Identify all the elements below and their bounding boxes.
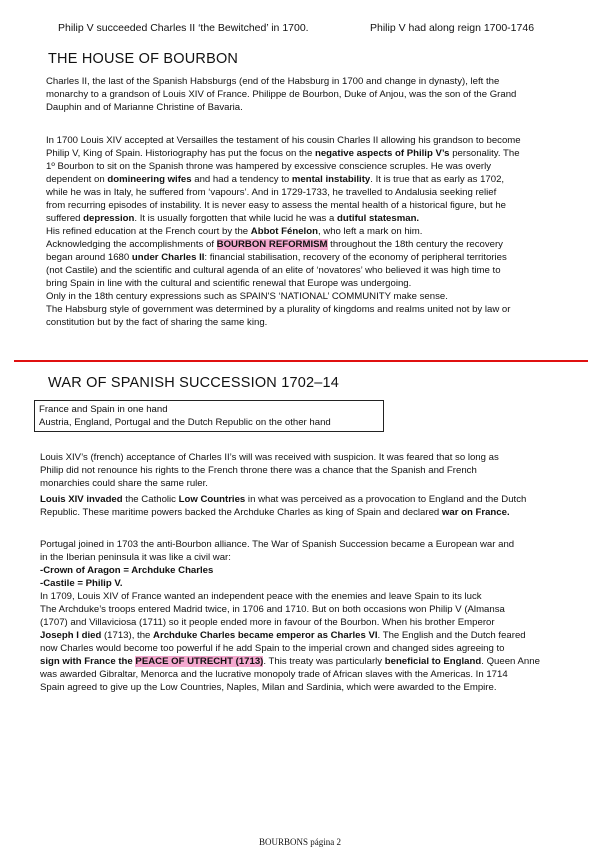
- text-line: Portugal joined in 1703 the anti-Bourbon alliance. The War of Spanish Succession became a European war and: [40, 539, 515, 550]
- paragraph-philip-v: [46, 134, 521, 225]
- text-line: Acknowledging the accomplishments of BOURBON REFORMISM throughout the 18th century the recovery: [46, 239, 503, 250]
- text-line: Joseph I died (1713), the Archduke Charles became emperor as Charles VI. The English and the Dutch feared: [40, 630, 526, 641]
- text-line: bring Spain in line with the cultural and scientific renewal that Europe was undergoing.: [46, 278, 412, 289]
- text-line: in the Iberian peninsula it was like a civil war:: [40, 552, 231, 563]
- text-line: -Castile = Philip V.: [40, 578, 123, 589]
- text-line: Louis XIV invaded the Catholic Low Countries in what was perceived as a provocation to England and the Dutch: [40, 494, 527, 505]
- highlight-bourbon-reformism: BOURBON REFORMISM: [216, 239, 328, 250]
- text-line: Dauphin and of Marianne Christine of Bavaria.: [46, 102, 243, 113]
- text-line: constitution but by the fact of sharing the same king.: [46, 317, 268, 328]
- section-title-house-of-bourbon: THE HOUSE OF BOURBON: [48, 51, 239, 67]
- paragraph-charles-ii: [46, 75, 516, 114]
- text-line: monarchies could share the same ruler.: [40, 478, 208, 489]
- text-line: Philip V, King of Spain. Historiography has put the focus on the negative aspects of Philip V’s personality. The: [46, 148, 520, 159]
- top-note-right: Philip V had along reign 1700-1746: [370, 22, 535, 34]
- text-line: In 1709, Louis XIV of France wanted an independent peace with the enemies and leave Spain to its luck: [40, 591, 482, 602]
- text-line: Austria, England, Portugal and the Dutch Republic on the other hand: [39, 417, 331, 428]
- text-line: sign with France the PEACE OF UTRECHT (1713). This treaty was particularly beneficial to England. Queen Anne: [40, 656, 540, 667]
- text-line: Philip did not renounce his rights to the French throne there was a chance that the Spanish and French: [40, 465, 477, 476]
- page-footer: BOURBONS página 2: [258, 837, 341, 847]
- text-line: Charles II, the last of the Spanish Habsburgs (end of the Habsburg in 1700 and change in dynasty), left the: [46, 76, 500, 87]
- text-line: while he was in Italy, he suffered from ‘vapours’. And in 1729-1733, he travelled to Andalusia seeking relief: [46, 187, 497, 198]
- text-line: was awarded Gibraltar, Menorca and the lucrative monopoly trade of African slaves with the Americas. In 1714: [40, 669, 508, 680]
- text-line: (not Castile) and the scientific and cultural agenda of an elite of ‘novatores’ who believed it was high time to: [46, 265, 501, 276]
- paragraph-european-war: [40, 538, 540, 694]
- paragraph-bourbon-reformism: [46, 225, 510, 329]
- paragraph-acceptance: [40, 451, 499, 490]
- section-title-war-of-succession: WAR OF SPANISH SUCCESSION 1702–14: [48, 375, 340, 391]
- text-line: France and Spain in one hand: [39, 404, 168, 415]
- text-line: from recurring episodes of instability. It is never easy to assess the mental health of a historical figure, but he: [46, 200, 507, 211]
- text-line: began around 1680 under Charles II: financial stabilisation, recovery of the economy of peripheral territories: [46, 252, 507, 263]
- text-line: Louis XIV’s (french) acceptance of Charles II’s will was received with suspicion. It was feared that so long as: [40, 452, 499, 463]
- text-line: dependent on domineering wifes and had a tendency to mental instability. It is true that as early as 1702,: [46, 174, 505, 185]
- text-line: The Archduke’s troops entered Madrid twice, in 1706 and 1710. But on both occasions won Philip V (Almansa: [40, 604, 505, 615]
- text-line: His refined education at the French court by the Abbot Fénelon, who left a mark on him.: [46, 226, 423, 237]
- top-note-left: Philip V succeeded Charles II ‘the Bewitched’ in 1700.: [58, 22, 309, 34]
- section-divider: [14, 360, 588, 362]
- paragraph-invasion: [40, 493, 526, 519]
- text-line: now Charles would become too powerful if he add Spain to the imperial crown and changed sides agreeing to: [40, 643, 505, 654]
- text-line: (1707) and Villaviciosa (1711) so it people ended more in favour of the Bourbon. When his brother Emperor: [40, 617, 495, 628]
- alliances-box: [34, 400, 384, 432]
- text-line: In 1700 Louis XIV accepted at Versailles the testament of his cousin Charles II allowing his grandson to become: [46, 135, 521, 146]
- text-line: Republic. These maritime powers backed the Archduke Charles as king of Spain and declared war on France.: [40, 507, 510, 518]
- highlight-peace-of-utrecht: PEACE OF UTRECHT (1713): [135, 656, 264, 667]
- text-line: The Habsburg style of government was determined by a plurality of kingdoms and realms united not by law or: [46, 304, 511, 315]
- text-line: Only in the 18th century expressions such as SPAIN'S ‘NATIONAL’ COMMUNITY make sense.: [46, 291, 448, 302]
- text-line: Spain agreed to give up the Low Countries, Naples, Milan and Sardinia, which were awarded to the Empire.: [40, 682, 497, 693]
- text-line: monarchy to a grandson of Louis XIV of France. Philippe de Bourbon, Duke of Anjou, was the son of the Grand: [46, 89, 517, 100]
- text-line: suffered depression. It is usually forgotten that while lucid he was a dutiful statesman.: [46, 213, 420, 224]
- text-line: -Crown of Aragon = Archduke Charles: [40, 565, 214, 576]
- text-line: 1º Bourbon to sit on the Spanish throne was hampered by excessive conscience scruples. He was overly: [46, 161, 492, 172]
